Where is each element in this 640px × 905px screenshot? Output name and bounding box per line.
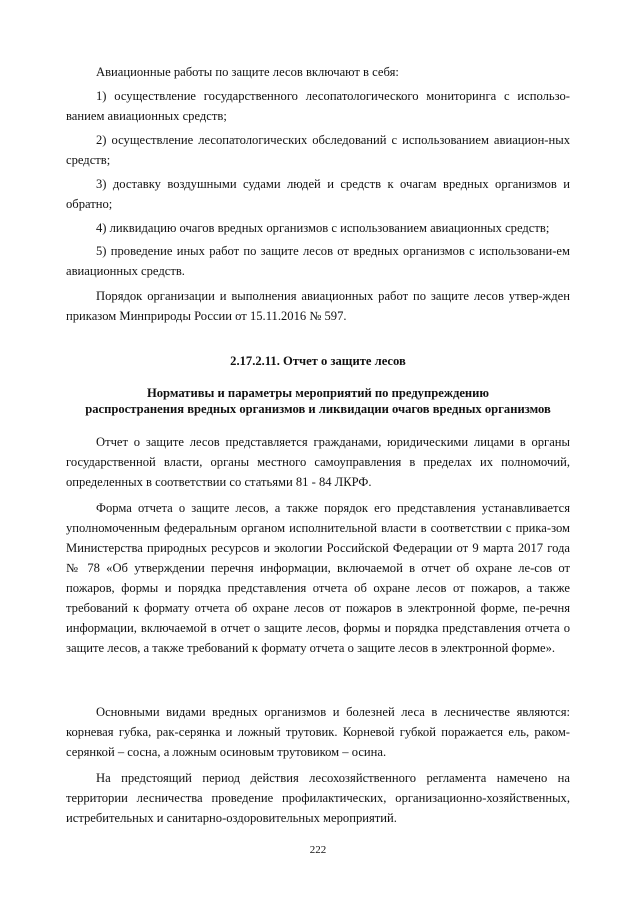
- section-title: 2.17.2.11. Отчет о защите лесов: [230, 354, 406, 368]
- paragraph-intro: Авиационные работы по защите лесов включают в себя:: [96, 65, 399, 79]
- paragraph-item-1: 1) осуществление государственного лесопатологического мониторинга с использо-ванием авиационных средств;: [66, 89, 570, 123]
- subsection-title-line-1: Нормативы и параметры мероприятий по предупреждению: [146, 386, 490, 400]
- subsection-title-line-2: распространения вредных организмов и ликвидации очагов вредных организмов: [85, 402, 551, 416]
- paragraph-item-4: 4) ликвидацию очагов вредных организмов с использованием авиационных средств;: [96, 221, 550, 235]
- paragraph-item-2: 2) осуществление лесопатологических обследований с использованием авиацион-ных средств;: [66, 133, 570, 167]
- paragraph-form: Форма отчета о защите лесов, а также порядок его представления устанавливается уполномоченным федеральным органом исполнительной власти в соответствии с прика-зом Министерства природных ресурсов и экологии Российской Федерации от 9 марта 2017 года № 78 «Об утверждении перечня информации, включаемой в отчет об охране ле-сов от пожаров, формы и порядка представления отчета об охране лесов от пожаров, а также требований к формату отчета об охране лесов от пожаров в электронной форме, пе-речня информации, включаемой в отчет о защите лесов, формы и порядка представления отчета о защите лесов, а также требований к формату отчета о защите лесов в электронной форме».: [66, 501, 570, 655]
- paragraph-item-3: 3) доставку воздушными судами людей и средств к очагам вредных организмов и обратно;: [66, 177, 570, 211]
- paragraph-pests: Основными видами вредных организмов и болезней леса в лесничестве являются: корневая губка, рак-серянка и ложный трутовик. Корневой губкой поражается ель, раком-серянкой – сосна, а ложным осиновым трутовиком – осина.: [66, 705, 570, 759]
- paragraph-report: Отчет о защите лесов представляется гражданами, юридическими лицами в органы государственной власти, органы местного самоуправления в пределах их полномочий, определенных в соответствии со статьями 81 - 84 ЛКРФ.: [66, 435, 570, 489]
- page-number: 222: [309, 844, 327, 856]
- paragraph-plan: На предстоящий период действия лесохозяйственного регламента намечено на территории лесничества проведение профилактических, организационно-хозяйственных, истребительных и санитарно-оздоровительных мероприятий.: [66, 771, 570, 825]
- paragraph-order: Порядок организации и выполнения авиационных работ по защите лесов утвер-жден приказом Минприроды России от 15.11.2016 № 597.: [66, 289, 570, 323]
- paragraph-item-5: 5) проведение иных работ по защите лесов от вредных организмов с использовани-ем авиационных средств.: [66, 244, 570, 278]
